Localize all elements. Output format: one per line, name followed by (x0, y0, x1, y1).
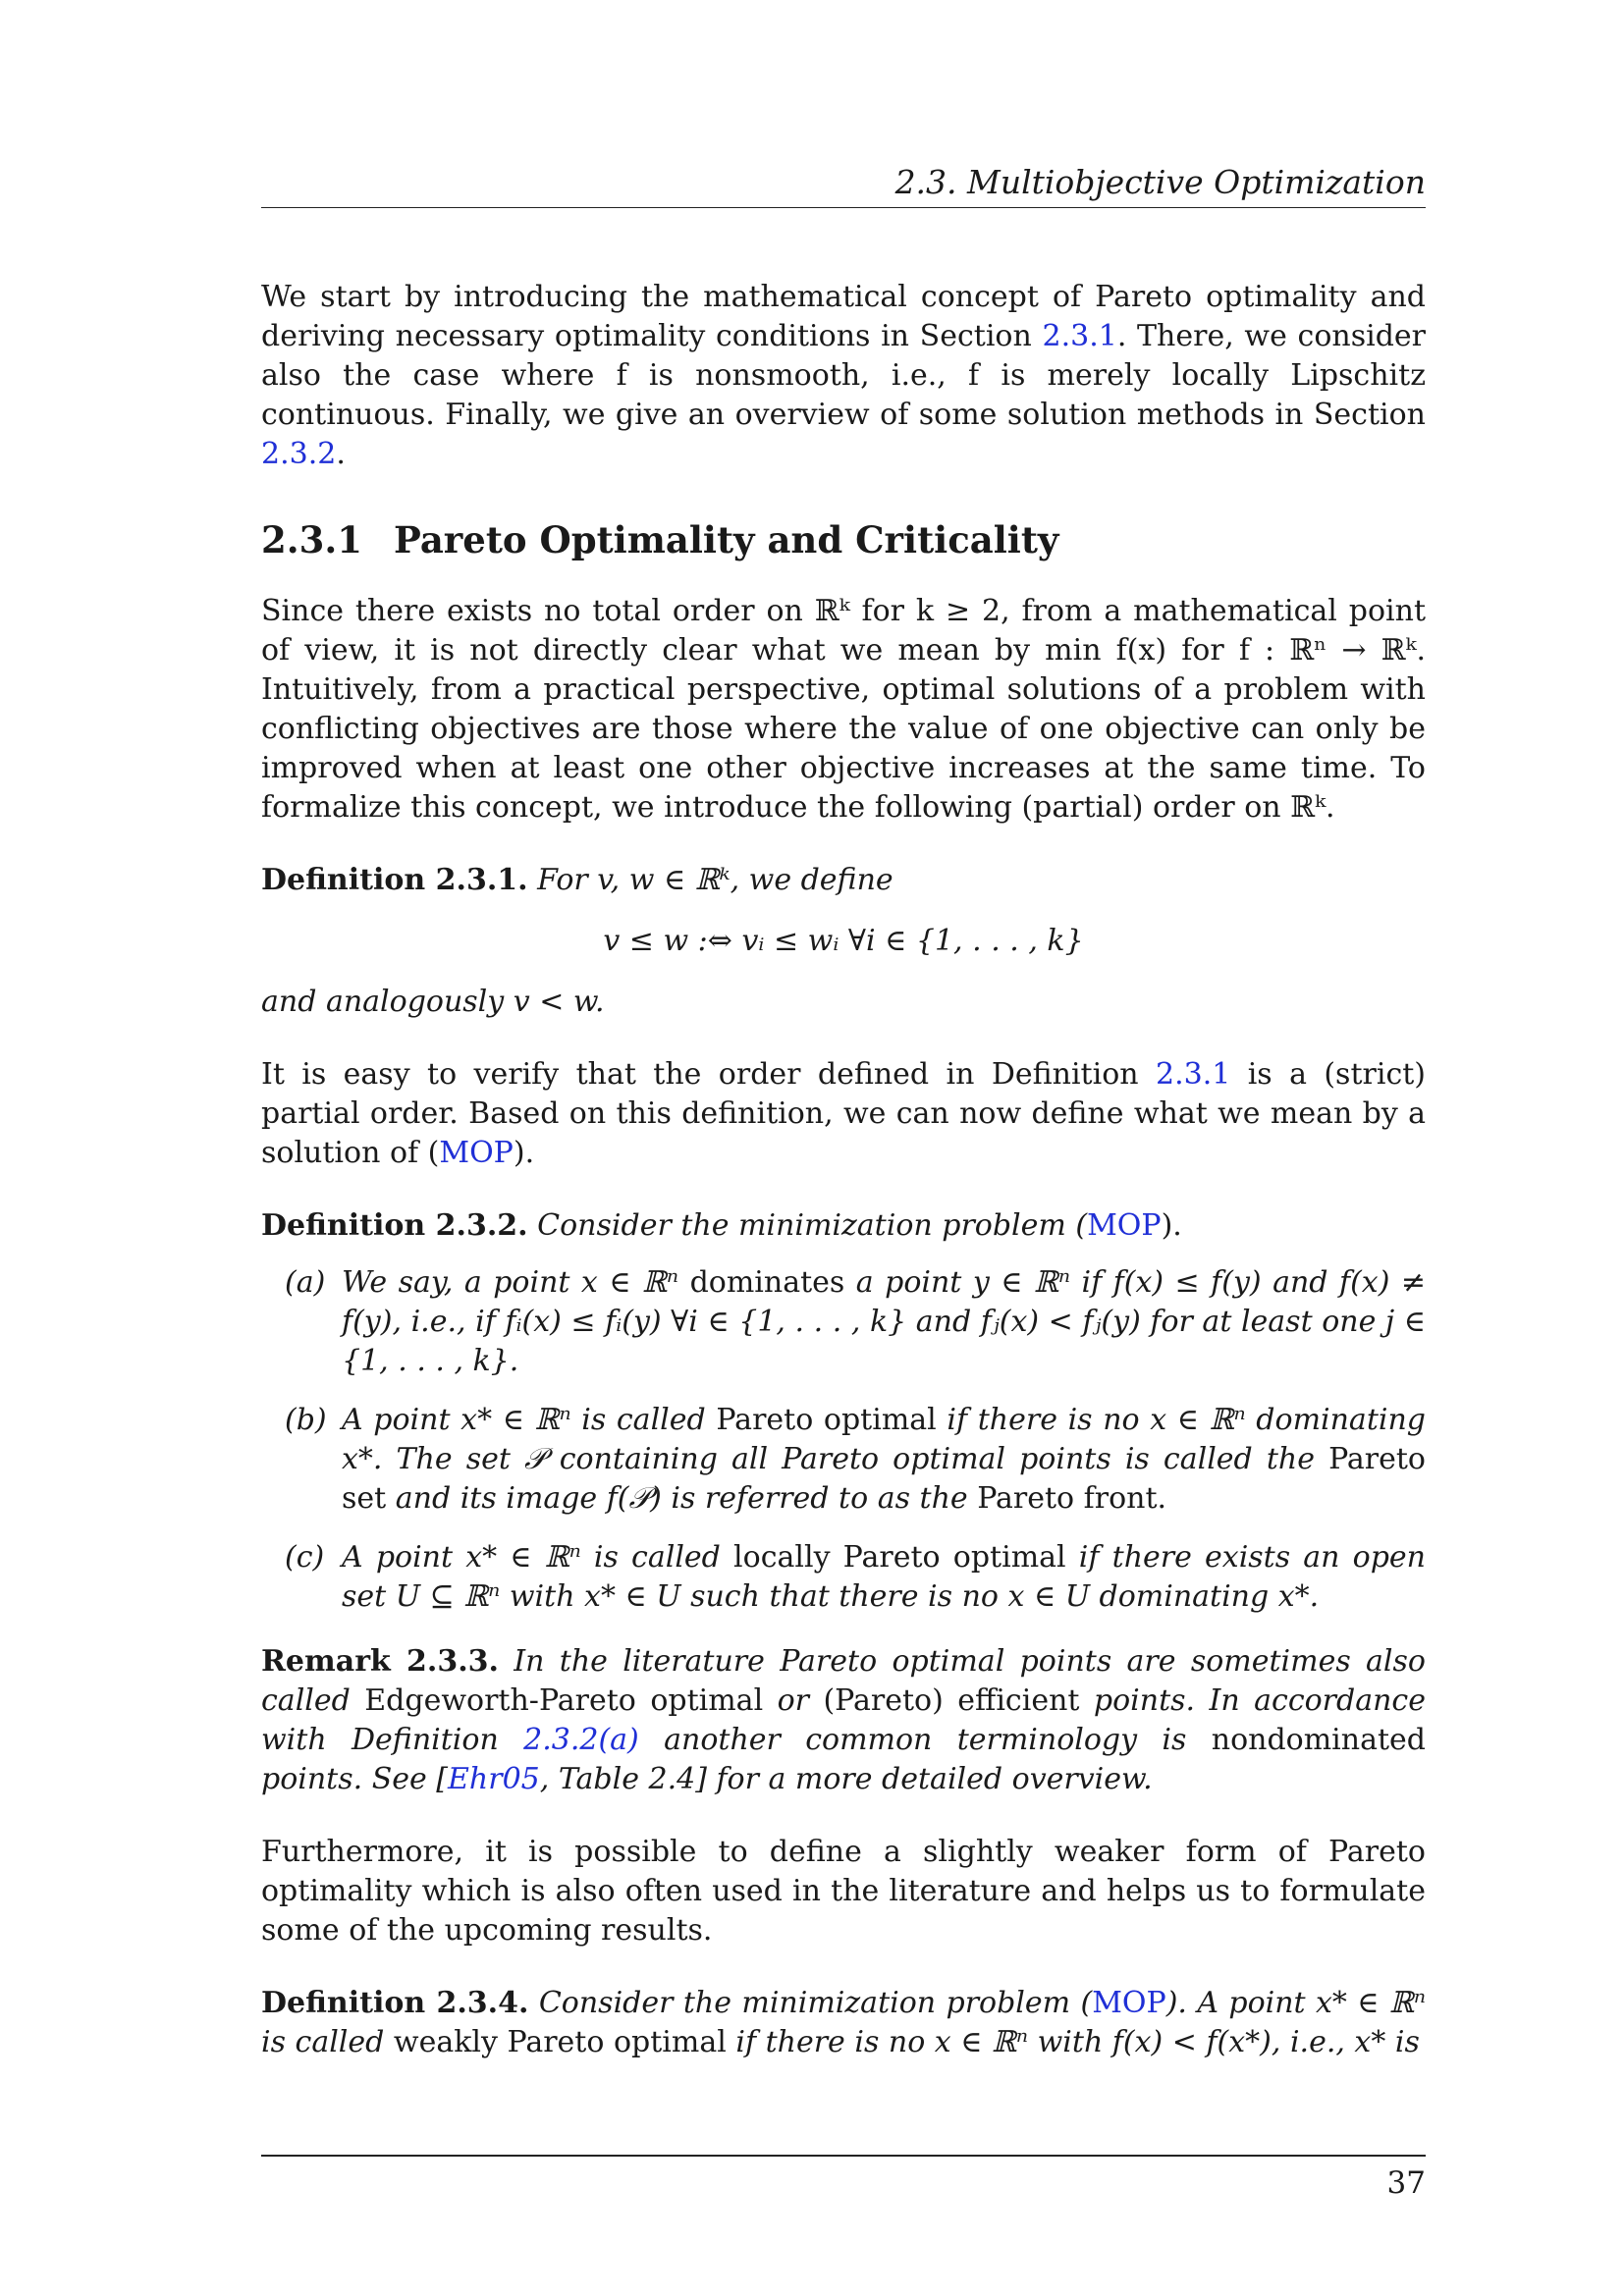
definition-2-3-4 (261, 1984, 1426, 2062)
defined-term: dominates (689, 1265, 845, 1300)
remark-text: another common terminology is (638, 1723, 1212, 1757)
item-marker: (a) (285, 1265, 326, 1300)
intro-text-b: . There, we consider also the case where f is nonsmooth, i.e., f is merely locally Lipschitz continuous. Finally, we give an overview of some solution methods in Section (261, 319, 1426, 432)
item-text: and its image f(𝒫) is referred to as the (386, 1481, 978, 1516)
verify-text-b: is a (strict) partial order. Based on this definition, we can now define what we mean by a solution of ( (261, 1057, 1427, 1170)
item-text: A point x* ∈ ℝⁿ is called (342, 1403, 717, 1437)
section-title: Pareto Optimality and Criticality (394, 518, 1059, 561)
defined-term: nondominated (1211, 1723, 1426, 1757)
item-text: A point x* ∈ ℝⁿ is called (342, 1540, 734, 1575)
definition-text: Consider the minimization problem ( (537, 1208, 1088, 1243)
paragraph-weaker: Furthermore, it is possible to define a slightly weaker form of Pareto optimality which is also often used in the literature and helps us to formulate some of the upcoming results. (261, 1835, 1426, 1948)
item-text: a point y ∈ ℝⁿ if f(x) ≤ f(y) and f(x) ≠ f(y), i.e., if fᵢ(x) ≤ fᵢ(y) ∀i ∈ {1, . . . , k} and fⱼ(x) < fⱼ(y) for at least one j ∈ {1, . . . , k}. (342, 1265, 1427, 1378)
defined-term: locally Pareto optimal (733, 1540, 1066, 1575)
section-link-2-3-2[interactable]: 2.3.2 (261, 437, 337, 471)
definition-link-2-3-1[interactable]: 2.3.1 (1155, 1057, 1231, 1092)
running-header: 2.3. Multiobjective Optimization (894, 163, 1426, 201)
item-text: . (1157, 1481, 1167, 1516)
definition-label: Definition 2.3.2. (261, 1208, 528, 1243)
defined-term: Pareto set (342, 1442, 1426, 1516)
defined-term: Edgeworth-Pareto optimal (364, 1683, 764, 1718)
definition-text: ). A point x* ∈ ℝⁿ is called (261, 1986, 1426, 2059)
mop-link[interactable]: MOP (439, 1136, 514, 1170)
mop-link[interactable]: MOP (1092, 1986, 1166, 2020)
intro-text-c: . (336, 437, 346, 471)
section-heading (261, 517, 1426, 562)
defined-term: (Pareto) efficient (823, 1683, 1080, 1718)
defined-term: weakly Pareto optimal (393, 2025, 727, 2059)
section-link-2-3-1[interactable]: 2.3.1 (1042, 319, 1117, 353)
definition-text-end: ). (1161, 1208, 1182, 1243)
citation-link[interactable]: Ehr05 (448, 1762, 540, 1796)
section-number: 2.3.1 (261, 518, 362, 561)
defined-term: Pareto front (977, 1481, 1158, 1516)
definition-link-2-3-2a[interactable]: 2.3.2(a) (523, 1723, 639, 1757)
definition-items (261, 1263, 1426, 1617)
header-rule (261, 207, 1426, 208)
remark-text: , Table 2.4] for a more detailed overview. (539, 1762, 1153, 1796)
remark-text: points. See [ (261, 1762, 449, 1796)
page-body (261, 278, 1426, 2062)
intro-paragraph (261, 278, 1426, 474)
list-item (261, 1401, 1426, 1519)
definition-2-3-2 (261, 1206, 1426, 1617)
item-marker: (c) (285, 1540, 325, 1575)
list-item (261, 1538, 1426, 1617)
definition-after: and analogously v < w. (261, 985, 605, 1019)
defined-term: Pareto optimal (716, 1403, 937, 1437)
paragraph-verify (261, 1055, 1426, 1173)
definition-label: Definition 2.3.4. (261, 1986, 529, 2020)
definition-text: if there is no x ∈ ℝⁿ with f(x) < f(x*), i.e., x* is (726, 2025, 1420, 2059)
item-text: if there is no x ∈ ℝⁿ dominating x*. The set 𝒫 containing all Pareto optimal points is called the (342, 1403, 1426, 1476)
remark-2-3-3 (261, 1642, 1426, 1799)
remark-text: or (763, 1683, 824, 1718)
mop-link[interactable]: MOP (1087, 1208, 1162, 1243)
definition-text: For v, w ∈ ℝᵏ, we define (537, 863, 893, 897)
intro-text-a: We start by introducing the mathematical concept of Pareto optimality and deriving necessary optimality conditions in Section (261, 280, 1426, 353)
item-text: if there exists an open set U ⊆ ℝⁿ with x* ∈ U such that there is no x ∈ U dominating x*. (342, 1540, 1426, 1614)
item-text: We say, a point x ∈ ℝⁿ (342, 1265, 690, 1300)
paragraph-order: Since there exists no total order on ℝᵏ for k ≥ 2, from a mathematical point of view, it is not directly clear what we mean by min f(x) for f : ℝⁿ → ℝᵏ. Intuitively, from a practical perspective, optimal solutions of a problem with conflicting objectives are those where the value of one objective can only be improved when at least one other objective increases at the same time. To formalize this concept, we introduce the following (partial) order on ℝᵏ. (261, 594, 1426, 825)
remark-text: points. In accordance with Definition (261, 1683, 1426, 1757)
list-item (261, 1263, 1426, 1381)
item-marker: (b) (285, 1403, 327, 1437)
definition-2-3-1 (261, 861, 1426, 1022)
definition-text: Consider the minimization problem ( (538, 1986, 1093, 2020)
verify-text-c: ). (513, 1136, 535, 1170)
footer-rule (261, 2155, 1426, 2157)
remark-label: Remark 2.3.3. (261, 1644, 499, 1679)
page-number: 37 (1386, 2165, 1426, 2201)
remark-text: In the literature Pareto optimal points are sometimes also called (261, 1644, 1426, 1718)
definition-label: Definition 2.3.1. (261, 863, 528, 897)
order-formula: v ≤ w :⇔ vᵢ ≤ wᵢ ∀i ∈ {1, . . . , k} (603, 924, 1084, 958)
verify-text-a: It is easy to verify that the order defined in Definition (261, 1057, 1156, 1092)
